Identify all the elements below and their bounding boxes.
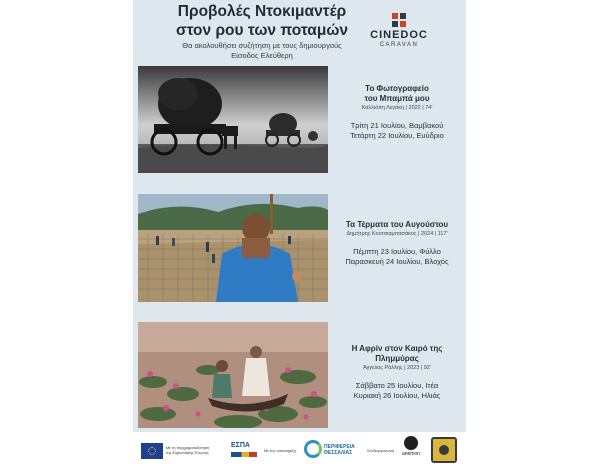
periphery-circle-icon	[304, 440, 322, 458]
film-1-title: Το Φωτογραφείο του Μπαμπά μου	[364, 84, 430, 103]
film-1-meta: Καλλιόπη Λεγάκη | 2022 | 74'	[361, 105, 433, 111]
film-1-image	[138, 66, 328, 173]
anemon-circle-icon	[404, 436, 418, 450]
film-1-info	[328, 84, 466, 141]
film-3-image	[138, 322, 328, 428]
cinedoc-mark-icon	[392, 13, 406, 27]
poster-title: Προβολές Ντοκιμαντέρ στον ρου των ποταμών	[175, 3, 349, 39]
film-3-meta: Άγγελος Ράλλης | 2023 | 92'	[363, 365, 431, 371]
film-2-image	[138, 194, 328, 302]
cinedoc-logo: CINEDOC CARAVAN	[363, 13, 435, 49]
espa-logo: ΕΣΠΑ	[231, 442, 257, 460]
periphery-thessaly-logo: ΠΕΡΙΦΕΡΕΙΑ ΘΕΣΣΑΛΙΑΣ	[304, 438, 360, 464]
film-2-title: Τα Τέρματα του Αυγούστου	[345, 220, 449, 229]
film-2-dates: Πέμπτη 23 Ιουλίου, Φύλλο Παρασκευή 24 Ιουλίου, Βλοχός	[345, 247, 449, 266]
poster-subtitle: Θα ακολουθήσει συζήτηση με τους δημιουργούς Είσοδος Ελεύθερη	[182, 41, 342, 60]
film-3-title: Η Αφρίν στον Καιρό της Πλημμύρας	[351, 344, 443, 363]
collaboration-text: Συνδιοργάνωση	[367, 449, 394, 453]
film-3-info	[328, 344, 466, 401]
sponsor-footer	[133, 432, 466, 472]
film-2-info	[328, 220, 466, 267]
eu-cofunding-text: Με τη συγχρηματοδότηση της Ευρωπαϊκής Ένωσης	[166, 446, 210, 455]
espa-stripe-icon	[231, 452, 257, 457]
film-2-meta: Δημήτρης Κουτσιαμπασάκος | 2024 | 117'	[346, 231, 448, 237]
eu-flag-icon	[141, 443, 163, 459]
support-text: Με την υποστήριξη	[264, 449, 296, 453]
municipal-emblem-icon	[431, 437, 457, 463]
anemon-logo: anemon	[401, 436, 421, 457]
film-1-dates: Τρίτη 21 Ιουλίου, Βαμβακού Τετάρτη 22 Ιουλίου, Ευύδριο	[350, 121, 444, 140]
film-3-dates: Σάββατο 25 Ιουλίου, Ιτέα Κυριακή 26 Ιουλίου, Ηλιάς	[353, 381, 441, 400]
poster	[133, 0, 466, 472]
